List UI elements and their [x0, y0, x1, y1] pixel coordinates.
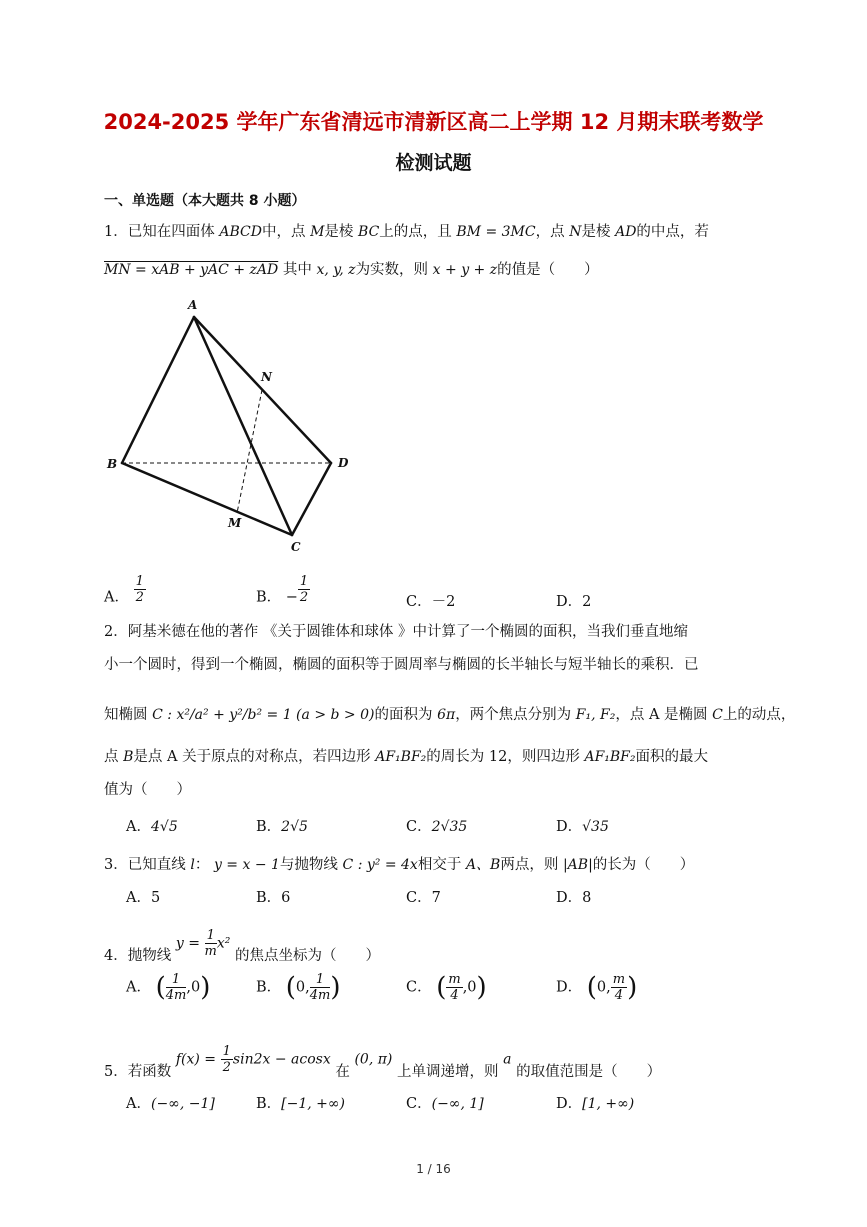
q5-option-c[interactable]: C．(−∞, 1]	[406, 1096, 484, 1112]
q5-option-a[interactable]: A．(−∞, −1]	[126, 1096, 215, 1112]
q2-line5: 值为（ ）	[104, 782, 191, 798]
q1-option-a[interactable]: A． $\frac{1}{2}$	[104, 574, 144, 606]
q3-option-d[interactable]: D．8	[556, 890, 592, 906]
label-a: A	[188, 298, 198, 312]
label-d: D	[338, 456, 349, 470]
edge-ac	[194, 317, 292, 535]
q4-option-c[interactable]: C． ( $\frac{m}{4}$ ,0)	[406, 972, 487, 1003]
q1-option-c[interactable]: C．－2	[406, 594, 456, 610]
edge-ab	[122, 317, 194, 463]
q1-option-d[interactable]: D．2	[556, 594, 592, 610]
label-b: B	[107, 457, 118, 471]
tetrahedron-figure	[100, 295, 350, 560]
q5-option-b[interactable]: B．[−1, +∞)	[256, 1096, 346, 1112]
section-heading: 一、单选题（本大题共 8 小题）	[104, 193, 306, 209]
edge-bc	[122, 463, 292, 535]
edge-ad	[194, 317, 331, 463]
q4-line: 4．抛物线 y = $\frac{1}{m}$ x² 的焦点坐标为（ ）	[104, 928, 380, 964]
edge-dc	[292, 463, 331, 535]
q2-option-d[interactable]: D．√35	[556, 819, 609, 835]
q3-option-c[interactable]: C．7	[406, 890, 441, 906]
q3-option-a[interactable]: A．5	[126, 890, 161, 906]
q4-option-a[interactable]: A． ( $\frac{1}{4m}$ ,0)	[126, 972, 211, 1003]
q1-line2: MN = xAB + yAC + zAD 其中 x, y, z为实数，则 x + y + z的值是（ ）	[104, 262, 599, 278]
q3-line: 3．已知直线 l： y = x − 1与抛物线 C : y² = 4x相交于 A、B两点，则 |AB|的长为（ ）	[104, 857, 695, 873]
q5-option-d[interactable]: D．[1, +∞)	[556, 1096, 635, 1112]
document-title: 2024-2025 学年广东省清远市清新区高二上学期 12 月期末联考数学	[103, 110, 764, 134]
q4-option-b[interactable]: B． (0, $\frac{1}{4m}$ )	[256, 972, 341, 1003]
label-n: N	[261, 370, 272, 384]
label-m: M	[228, 516, 242, 530]
q1-option-b[interactable]: B． − $\frac{1}{2}$	[256, 574, 309, 606]
q4-option-d[interactable]: D． (0, $\frac{m}{4}$ )	[556, 972, 638, 1003]
q2-line1: 2．阿基米德在他的著作 《关于圆锥体和球体 》中计算了一个椭圆的面积，当我们垂直地缩	[104, 624, 688, 640]
q5-line: 5．若函数 f(x) = $\frac{1}{2}$ sin2x − acosx 在 (0, π) 上单调递增，则 a 的取值范围是（ ）	[104, 1044, 662, 1080]
page-number: 1 / 16	[416, 1162, 451, 1176]
q2-option-c[interactable]: C．2√35	[406, 819, 468, 835]
q2-line2: 小一个圆时，得到一个椭圆，椭圆的面积等于圆周率与椭圆的长半轴长与短半轴长的乘积．已	[104, 657, 699, 673]
q2-option-a[interactable]: A．4√5	[126, 819, 178, 835]
q2-option-b[interactable]: B．2√5	[256, 819, 308, 835]
document-title-line2: 检测试题	[395, 152, 472, 174]
q1-line1: 1．已知在四面体 ABCD中，点 M是棱 BC上的点，且 BM = 3MC，点 N是棱 AD的中点，若	[104, 224, 709, 240]
q2-line3: 知椭圆 C : x²/a² + y²/b² = 1 (a > b > 0)的面积为 6π，两个焦点分别为 F₁, F₂，点 A 是椭圆 C上的动点，	[104, 707, 796, 723]
q2-line4: 点 B是点 A 关于原点的对称点，若四边形 AF₁BF₂的周长为 12，则四边形 AF₁BF₂面积的最大	[104, 749, 709, 765]
segment-mn-hidden	[237, 390, 262, 513]
q3-option-b[interactable]: B．6	[256, 890, 291, 906]
label-c: C	[291, 540, 301, 554]
